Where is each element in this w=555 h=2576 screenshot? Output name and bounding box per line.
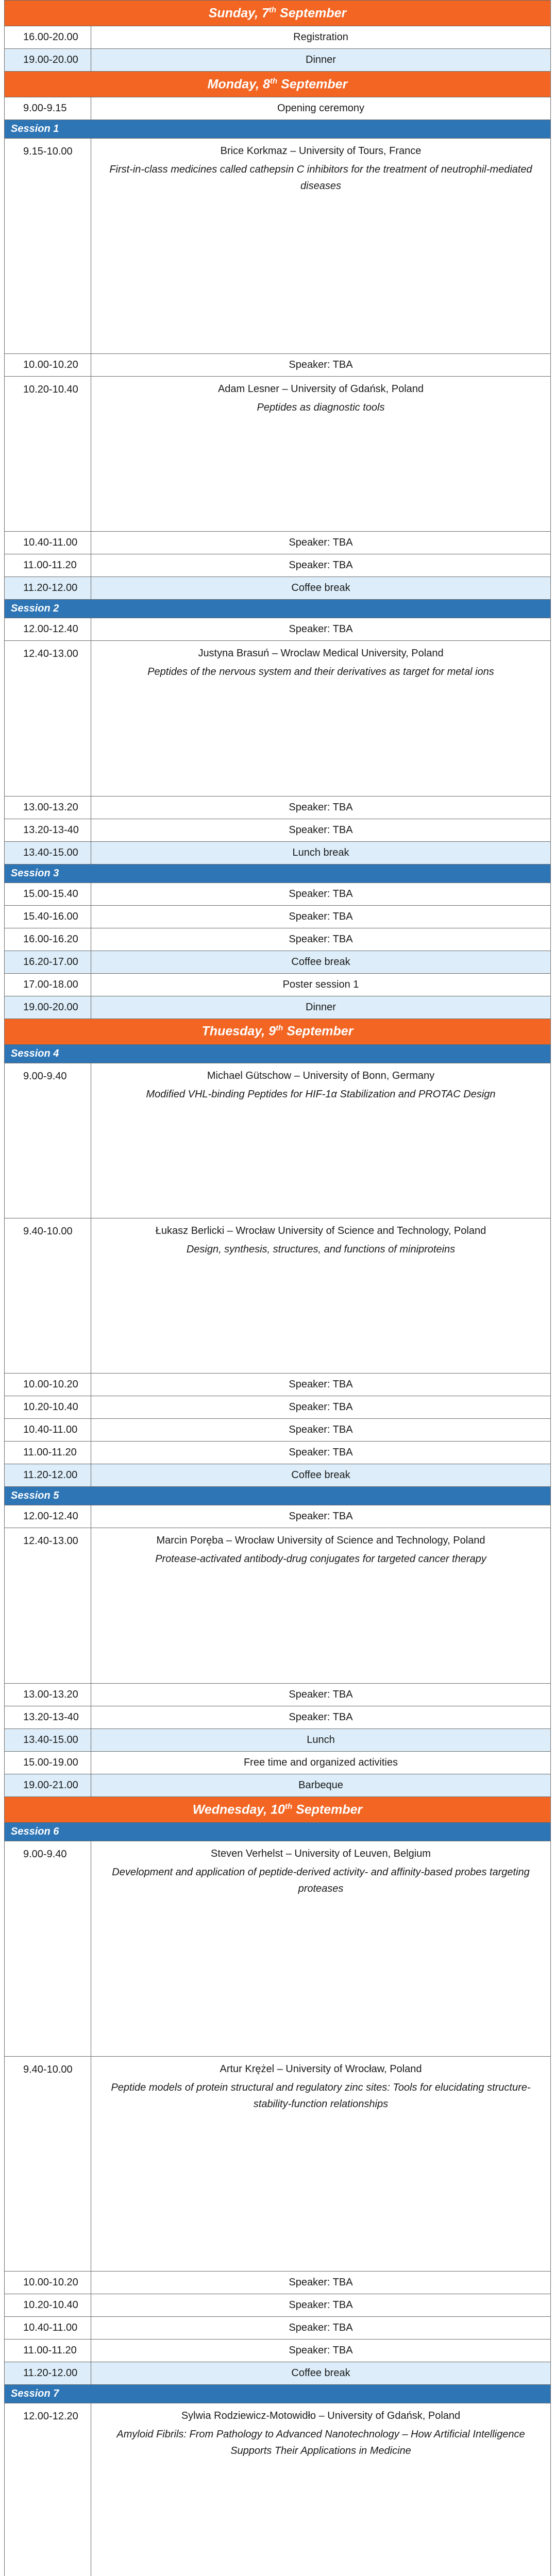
time-cell: 11.00-11.20 bbox=[5, 2340, 91, 2362]
time-cell: 11.20-12.00 bbox=[5, 1464, 91, 1486]
session-header bbox=[5, 2384, 550, 2403]
item-text: Poster session 1 bbox=[282, 978, 359, 990]
content-cell bbox=[91, 2317, 550, 2339]
content-cell bbox=[91, 2057, 550, 2272]
content-cell bbox=[91, 1841, 550, 2056]
schedule-row bbox=[5, 905, 550, 928]
time-cell: 12.00-12.40 bbox=[5, 618, 91, 640]
item-text: Dinner bbox=[306, 54, 336, 65]
time-cell: 10.00-10.20 bbox=[5, 1374, 91, 1396]
talk-row bbox=[5, 1063, 550, 1218]
item-text: Speaker: TBA bbox=[289, 801, 353, 813]
content-cell bbox=[91, 996, 550, 1019]
item-text: Speaker: TBA bbox=[289, 1511, 353, 1522]
time-cell: 16.00-16.20 bbox=[5, 928, 91, 951]
session-header bbox=[5, 1822, 550, 1841]
content-cell bbox=[91, 1218, 550, 1373]
item-text: Coffee break bbox=[291, 956, 350, 968]
day-header bbox=[5, 1797, 550, 1822]
content-cell bbox=[91, 842, 550, 864]
day-ordinal-suffix: th bbox=[268, 5, 277, 14]
content-cell bbox=[91, 796, 550, 819]
content-cell bbox=[91, 2362, 550, 2384]
talk-row bbox=[5, 1218, 550, 1373]
time-cell: 13.20-13-40 bbox=[5, 819, 91, 841]
session-header bbox=[5, 1044, 550, 1063]
time-cell: 10.00-10.20 bbox=[5, 354, 91, 376]
schedule-row bbox=[5, 577, 550, 599]
content-cell bbox=[91, 1505, 550, 1528]
schedule-row bbox=[5, 2316, 550, 2339]
schedule-row bbox=[5, 1464, 550, 1486]
schedule-row bbox=[5, 841, 550, 864]
schedule-row bbox=[5, 26, 550, 48]
item-text: Speaker: TBA bbox=[289, 2322, 353, 2334]
item-text: Speaker: TBA bbox=[289, 910, 353, 922]
talk-title: Peptides as diagnostic tools bbox=[257, 401, 385, 413]
item-text: Coffee break bbox=[291, 2367, 350, 2379]
day-ordinal-suffix: th bbox=[270, 76, 278, 86]
talk-row bbox=[5, 1528, 550, 1683]
time-cell: 11.20-12.00 bbox=[5, 577, 91, 599]
session-label: Session 7 bbox=[11, 2388, 59, 2400]
content-cell bbox=[91, 532, 550, 554]
day-ordinal-suffix: th bbox=[284, 1802, 293, 1811]
time-cell: 10.00-10.20 bbox=[5, 2272, 91, 2294]
talk-title: Design, synthesis, structures, and functions of miniproteins bbox=[186, 1244, 456, 1256]
day-title bbox=[209, 6, 347, 21]
day-month-text: September bbox=[283, 1024, 354, 1039]
talk-row bbox=[5, 640, 550, 795]
schedule-row bbox=[5, 819, 550, 841]
content-cell bbox=[91, 951, 550, 973]
content-cell bbox=[91, 1752, 550, 1774]
session-label: Session 4 bbox=[11, 1047, 59, 1059]
time-cell: 12.00-12.20 bbox=[5, 2403, 91, 2576]
schedule-row bbox=[5, 1751, 550, 1774]
content-cell bbox=[91, 577, 550, 599]
content-cell bbox=[91, 1442, 550, 1464]
item-text: Speaker: TBA bbox=[289, 1401, 353, 1413]
content-cell bbox=[91, 2340, 550, 2362]
content-cell bbox=[91, 1528, 550, 1683]
day-title bbox=[193, 1802, 363, 1817]
time-cell: 15.00-15.40 bbox=[5, 883, 91, 905]
schedule-row bbox=[5, 2271, 550, 2294]
talk-row bbox=[5, 1841, 550, 2056]
content-cell bbox=[91, 377, 550, 531]
session-header bbox=[5, 599, 550, 618]
time-cell: 13.00-13.20 bbox=[5, 796, 91, 819]
item-text: Speaker: TBA bbox=[289, 1379, 353, 1391]
schedule-row bbox=[5, 951, 550, 973]
talk-title: Peptide models of protein structural and regulatory zinc sites: Tools for elucidating structure-stability-function relationships bbox=[111, 2081, 531, 2110]
time-cell: 10.20-10.40 bbox=[5, 377, 91, 531]
item-text: Free time and organized activities bbox=[243, 1756, 398, 1768]
content-cell bbox=[91, 1684, 550, 1706]
time-cell: 19.00-21.00 bbox=[5, 1774, 91, 1797]
day-title bbox=[208, 77, 348, 92]
time-cell: 19.00-20.00 bbox=[5, 996, 91, 1019]
talk-title: Amyloid Fibrils: From Pathology to Advanced Nanotechnology – How Artificial Intelligence Supports Their Applications in Medicine bbox=[116, 2429, 525, 2457]
item-text: Opening ceremony bbox=[277, 103, 364, 114]
item-text: Coffee break bbox=[291, 582, 350, 594]
speaker-name: Michael Gütschow – University of Bonn, Germany bbox=[207, 1070, 435, 1081]
content-cell bbox=[91, 2294, 550, 2316]
schedule-row bbox=[5, 1396, 550, 1418]
time-cell: 11.00-11.20 bbox=[5, 554, 91, 577]
time-cell: 19.00-20.00 bbox=[5, 49, 91, 71]
schedule-row bbox=[5, 554, 550, 577]
time-cell: 9.00-9.15 bbox=[5, 97, 91, 120]
content-cell bbox=[91, 1063, 550, 1218]
item-text: Speaker: TBA bbox=[289, 359, 353, 370]
session-label: Session 1 bbox=[11, 123, 59, 134]
time-cell: 13.20-13-40 bbox=[5, 1706, 91, 1728]
item-text: Speaker: TBA bbox=[289, 537, 353, 549]
time-cell: 9.15-10.00 bbox=[5, 139, 91, 353]
schedule-row bbox=[5, 928, 550, 951]
time-cell: 12.40-13.00 bbox=[5, 1528, 91, 1683]
content-cell bbox=[91, 554, 550, 577]
item-text: Speaker: TBA bbox=[289, 933, 353, 945]
schedule-row bbox=[5, 996, 550, 1019]
item-text: Lunch break bbox=[292, 846, 349, 858]
speaker-name: Łukasz Berlicki – Wrocław University of Science and Technology, Poland bbox=[155, 1225, 486, 1237]
time-cell: 17.00-18.00 bbox=[5, 974, 91, 996]
schedule-row bbox=[5, 1373, 550, 1396]
content-cell bbox=[91, 928, 550, 951]
conference-programme-table bbox=[4, 0, 551, 2576]
item-text: Speaker: TBA bbox=[289, 2299, 353, 2311]
time-cell: 10.40-11.00 bbox=[5, 2317, 91, 2339]
item-text: Speaker: TBA bbox=[289, 1424, 353, 1436]
content-cell bbox=[91, 139, 550, 353]
content-cell bbox=[91, 618, 550, 640]
item-text: Speaker: TBA bbox=[289, 2345, 353, 2357]
speaker-name: Adam Lesner – University of Gdańsk, Poland bbox=[217, 383, 424, 395]
schedule-row bbox=[5, 97, 550, 120]
content-cell bbox=[91, 1419, 550, 1441]
day-title-text: Thuesday, 9 bbox=[201, 1024, 276, 1039]
item-text: Speaker: TBA bbox=[289, 824, 353, 836]
session-label: Session 3 bbox=[11, 867, 59, 879]
content-cell bbox=[91, 974, 550, 996]
content-cell bbox=[91, 2403, 550, 2576]
day-month-text: September bbox=[276, 6, 347, 21]
session-header bbox=[5, 864, 550, 883]
time-cell: 15.40-16.00 bbox=[5, 906, 91, 928]
content-cell bbox=[91, 2272, 550, 2294]
item-text: Speaker: TBA bbox=[289, 1711, 353, 1723]
item-text: Coffee break bbox=[291, 1469, 350, 1481]
speaker-name: Artur Krężel – University of Wrocław, Poland bbox=[220, 2063, 422, 2075]
item-text: Lunch bbox=[307, 1734, 335, 1745]
time-cell: 13.00-13.20 bbox=[5, 1684, 91, 1706]
schedule-row bbox=[5, 883, 550, 905]
time-cell: 12.00-12.40 bbox=[5, 1505, 91, 1528]
time-cell: 9.00-9.40 bbox=[5, 1063, 91, 1218]
item-text: Speaker: TBA bbox=[289, 888, 353, 900]
schedule-row bbox=[5, 1728, 550, 1751]
speaker-name: Steven Verhelst – University of Leuven, Belgium bbox=[211, 1848, 431, 1859]
day-ordinal-suffix: th bbox=[276, 1024, 283, 1033]
time-cell: 9.40-10.00 bbox=[5, 1218, 91, 1373]
content-cell bbox=[91, 819, 550, 841]
time-cell: 13.40-15.00 bbox=[5, 842, 91, 864]
day-title bbox=[202, 1024, 354, 1039]
content-cell bbox=[91, 641, 550, 795]
content-cell bbox=[91, 1374, 550, 1396]
content-cell bbox=[91, 906, 550, 928]
content-cell bbox=[91, 97, 550, 120]
session-label: Session 6 bbox=[11, 1825, 59, 1837]
day-title-text: Wednesday, 10 bbox=[192, 1802, 285, 1817]
item-text: Dinner bbox=[306, 1001, 336, 1013]
item-text: Speaker: TBA bbox=[289, 560, 353, 571]
day-header bbox=[5, 0, 550, 26]
talk-title: First-in-class medicines called cathepsin C inhibitors for the treatment of neutrophil-mediated diseases bbox=[109, 164, 532, 192]
session-label: Session 5 bbox=[11, 1490, 59, 1502]
talk-row bbox=[5, 2056, 550, 2272]
day-title-text: Monday, 8 bbox=[207, 77, 270, 92]
speaker-name: Justyna Brasuń – Wroclaw Medical University, Poland bbox=[198, 648, 444, 659]
talk-row bbox=[5, 2403, 550, 2576]
schedule-row bbox=[5, 1418, 550, 1441]
speaker-name: Sylwia Rodziewicz-Motowidło – University of Gdańsk, Poland bbox=[181, 2410, 461, 2422]
day-title-text: Sunday, 7 bbox=[208, 6, 269, 21]
item-text: Barbeque bbox=[298, 1779, 343, 1791]
item-text: Speaker: TBA bbox=[289, 2277, 353, 2289]
schedule-row bbox=[5, 353, 550, 376]
talk-title: Protease-activated antibody-drug conjugates for targeted cancer therapy bbox=[155, 1553, 486, 1565]
schedule-row bbox=[5, 1683, 550, 1706]
talk-row bbox=[5, 138, 550, 353]
day-header bbox=[5, 1019, 550, 1044]
content-cell bbox=[91, 1774, 550, 1797]
schedule-row bbox=[5, 48, 550, 71]
schedule-row bbox=[5, 531, 550, 554]
content-cell bbox=[91, 883, 550, 905]
schedule-row bbox=[5, 2362, 550, 2384]
session-header bbox=[5, 120, 550, 138]
schedule-row bbox=[5, 1706, 550, 1728]
schedule-row bbox=[5, 973, 550, 996]
item-text: Speaker: TBA bbox=[289, 623, 353, 635]
content-cell bbox=[91, 1706, 550, 1728]
time-cell: 15.00-19.00 bbox=[5, 1752, 91, 1774]
item-text: Speaker: TBA bbox=[289, 1688, 353, 1700]
schedule-row bbox=[5, 2339, 550, 2362]
speaker-name: Marcin Poręba – Wrocław University of Science and Technology, Poland bbox=[156, 1535, 485, 1547]
schedule-row bbox=[5, 796, 550, 819]
talk-row bbox=[5, 376, 550, 531]
content-cell bbox=[91, 49, 550, 71]
time-cell: 11.20-12.00 bbox=[5, 2362, 91, 2384]
time-cell: 9.00-9.40 bbox=[5, 1841, 91, 2056]
schedule-row bbox=[5, 618, 550, 640]
time-cell: 16.20-17.00 bbox=[5, 951, 91, 973]
session-header bbox=[5, 1486, 550, 1505]
item-text: Speaker: TBA bbox=[289, 1447, 353, 1459]
schedule-row bbox=[5, 2294, 550, 2316]
day-month-text: September bbox=[292, 1802, 363, 1817]
time-cell: 9.40-10.00 bbox=[5, 2057, 91, 2272]
time-cell: 10.20-10.40 bbox=[5, 1396, 91, 1418]
content-cell bbox=[91, 354, 550, 376]
time-cell: 12.40-13.00 bbox=[5, 641, 91, 795]
day-month-text: September bbox=[277, 77, 348, 92]
time-cell: 10.20-10.40 bbox=[5, 2294, 91, 2316]
time-cell: 10.40-11.00 bbox=[5, 1419, 91, 1441]
content-cell bbox=[91, 1729, 550, 1751]
schedule-row bbox=[5, 1774, 550, 1797]
item-text: Registration bbox=[293, 31, 348, 43]
time-cell: 10.40-11.00 bbox=[5, 532, 91, 554]
content-cell bbox=[91, 1396, 550, 1418]
time-cell: 11.00-11.20 bbox=[5, 1442, 91, 1464]
talk-title: Modified VHL-binding Peptides for HIF-1α Stabilization and PROTAC Design bbox=[146, 1088, 496, 1100]
time-cell: 16.00-20.00 bbox=[5, 26, 91, 48]
content-cell bbox=[91, 1464, 550, 1486]
talk-title: Development and application of peptide-derived activity- and affinity-based probes targeting proteases bbox=[112, 1866, 530, 1894]
time-cell: 13.40-15.00 bbox=[5, 1729, 91, 1751]
speaker-name: Brice Korkmaz – University of Tours, France bbox=[220, 145, 422, 157]
schedule-row bbox=[5, 1505, 550, 1528]
day-header bbox=[5, 71, 550, 97]
talk-title: Peptides of the nervous system and their derivatives as target for metal ions bbox=[147, 666, 494, 678]
content-cell bbox=[91, 26, 550, 48]
schedule-row bbox=[5, 1441, 550, 1464]
session-label: Session 2 bbox=[11, 603, 59, 615]
